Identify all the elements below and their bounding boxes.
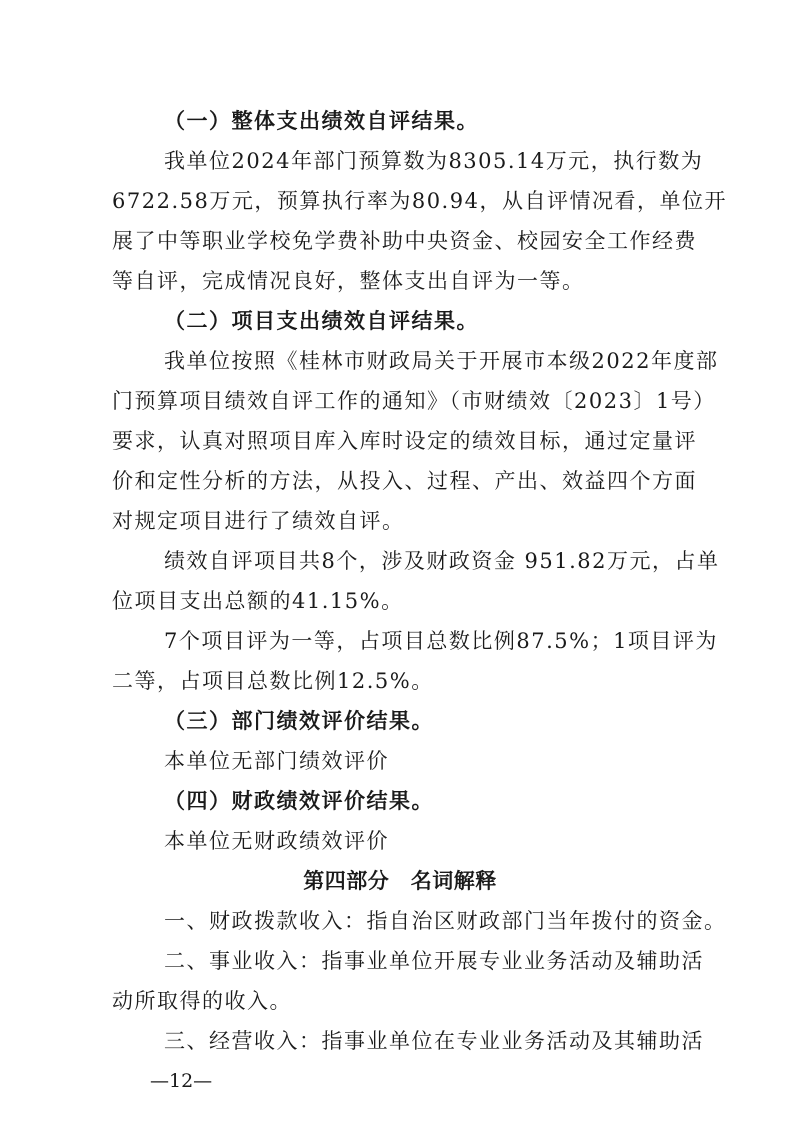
paragraph-line: 7个项目评为一等，占项目总数比例87.5%；1项目评为	[164, 629, 718, 653]
paragraph-line: 等自评，完成情况良好，整体支出自评为一等。	[112, 269, 585, 293]
paragraph-line: 二、事业收入：指事业单位开展专业业务活动及辅助活	[164, 949, 704, 973]
paragraph-line: 我单位按照《桂林市财政局关于开展市本级2022年度部	[164, 349, 719, 373]
paragraph-line: 二等，占项目总数比例12.5%。	[112, 669, 434, 693]
paragraph-line: 本单位无财政绩效评价	[164, 829, 389, 853]
paragraph-line: 要求，认真对照项目库入库时设定的绩效目标，通过定量评	[112, 429, 697, 453]
paragraph-line: 三、经营收入：指事业单位在专业业务活动及其辅助活	[164, 1029, 704, 1053]
paragraph-line: 门预算项目绩效自评工作的通知》（市财绩效〔2023〕1号）	[112, 389, 716, 413]
paragraph-line: 位项目支出总额的41.15%。	[112, 589, 404, 613]
part-four-title: 第四部分 名词解释	[303, 868, 497, 893]
paragraph-line: 一、财政拨款收入：指自治区财政部门当年拨付的资金。	[164, 909, 727, 933]
paragraph-line: 绩效自评项目共8个，涉及财政资金 951.82万元，占单	[164, 549, 720, 573]
paragraph-line: 价和定性分析的方法，从投入、过程、产出、效益四个方面	[112, 469, 697, 493]
section-heading-finance: （四）财政绩效评价结果。	[164, 788, 434, 813]
section-heading-project: （二）项目支出绩效自评结果。	[164, 308, 479, 333]
paragraph-line: 本单位无部门绩效评价	[164, 749, 389, 773]
section-heading-overall: （一）整体支出绩效自评结果。	[164, 108, 479, 133]
section-heading-department: （三）部门绩效评价结果。	[164, 708, 434, 733]
paragraph-line: 动所取得的收入。	[112, 989, 292, 1013]
paragraph-line: 6722.58万元，预算执行率为80.94，从自评情况看，单位开	[112, 189, 727, 213]
paragraph-line: 展了中等职业学校免学费补助中央资金、校园安全工作经费	[112, 229, 697, 253]
page-number: —12—	[150, 1070, 213, 1092]
paragraph-line: 对规定项目进行了绩效自评。	[112, 509, 405, 533]
paragraph-line: 我单位2024年部门预算数为8305.14万元，执行数为	[164, 149, 704, 173]
